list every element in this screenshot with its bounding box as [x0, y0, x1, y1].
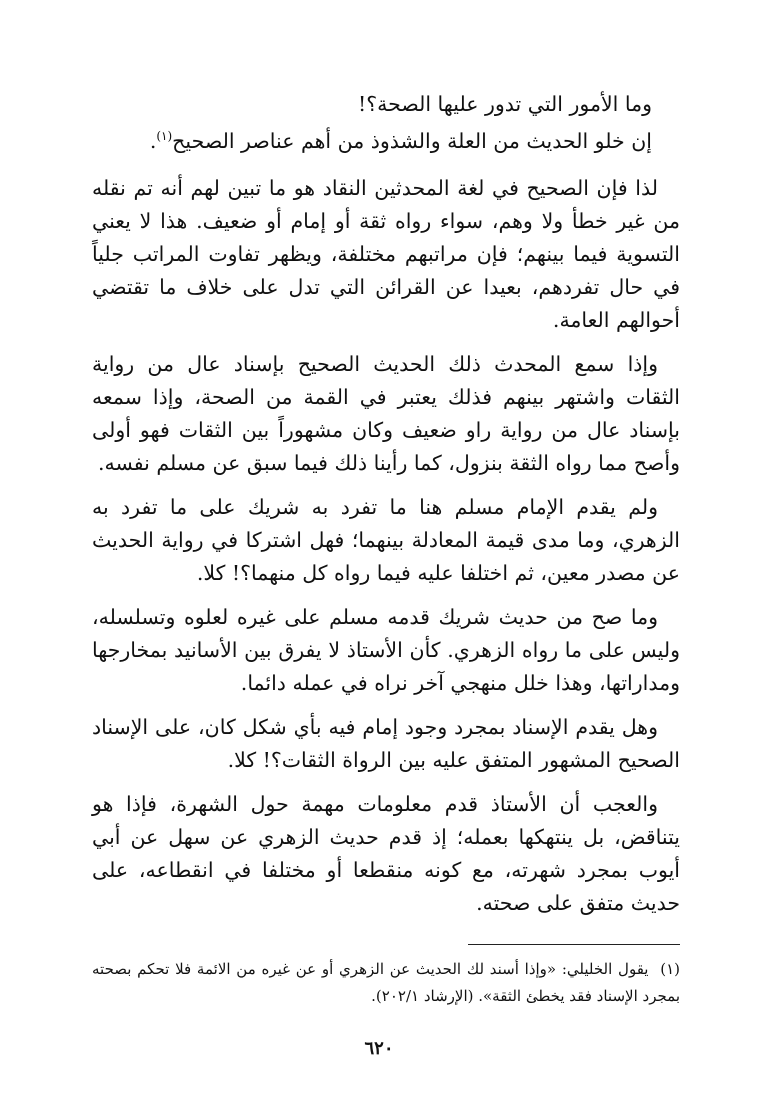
paragraph-answer-period: . — [149, 129, 157, 153]
footnote-divider — [468, 944, 680, 945]
footnote — [92, 956, 680, 1010]
paragraph-answer-text: إن خلو الحديث من العلة والشذوذ من أهم عناصر الصحيح — [172, 129, 652, 153]
paragraph-sharik-zuhri: ولم يقدم الإمام مسلم هنا ما تفرد به شريك على ما تفرد به الزهري، وما مدى قيمة المعادلة بينهما؛ فهل اشتركا في رواية الحديث عن مصدر معين، ثم اختلفا عليه فيما رواه كل منهما؟! كلا. — [92, 495, 680, 585]
paragraph-definition: لذا فإن الصحيح في لغة المحدثين النقاد هو ما تبين لهم أنه تم نقله من غير خطأ ولا وهم، سواء رواه ثقة أو إمام أو ضعيف. هذا لا يعني التسوية فيما بينهم؛ فإن مراتبهم مختلفة، ويظهر تفاوت المراتب جلياً في حال تفردهم، بعيدا عن القرائن التي تدل على خلاف ما تقتضي أحوالهم العامة. — [92, 176, 680, 332]
paragraph-question: وما الأمور التي تدور عليها الصحة؟! — [357, 92, 652, 116]
page-body — [92, 88, 680, 931]
page-number: ٦٢٠ — [364, 1038, 394, 1059]
paragraph-answer — [92, 125, 680, 158]
footnote-number: (١) — [660, 960, 680, 978]
paragraph-high-chain: وإذا سمع المحدث ذلك الحديث الصحيح بإسناد عال من رواية الثقات واشتهر بينهم فذلك يعتبر في القمة من الصحة، وإذا سمعه بإسناد عال من رواية راو ضعيف وكان مشهوراً بين الثقات فهو أولى وأصح مما رواه الثقة بنزول، كما رأينا ذلك فيما سبق عن مسلم نفسه. — [92, 352, 680, 475]
paragraph-sharik-hadith: وما صح من حديث شريك قدمه مسلم على غيره لعلوه وتسلسله، وليس على ما رواه الزهري. كأن الأستاذ لا يفرق بين الأسانيد بمخارجها ومداراتها، وهذا خلل منهجي آخر نراه في عمله دائما. — [92, 605, 680, 695]
footnote-reference[interactable]: (١) — [156, 129, 173, 144]
paragraph-fame: والعجب أن الأستاذ قدم معلومات مهمة حول الشهرة، فإذا هو يتناقض، بل ينتهكها بعمله؛ إذ قدم حديث الزهري عن سهل عن أبي أيوب بمجرد شهرته، مع كونه منقطعا أو مختلفا في انقطاعه، على حديث متفق على صحته. — [92, 792, 680, 915]
footnote-text: يقول الخليلي: «وإذا أسند لك الحديث عن الزهري أو عن غيره من الائمة فلا تحكم بصحته بمجرد الإسناد فقد يخطئ الثقة». (الإرشاد ٢٠٢/١). — [92, 960, 680, 1005]
paragraph-imam-chain: وهل يقدم الإسناد بمجرد وجود إمام فيه بأي شكل كان، على الإسناد الصحيح المشهور المتفق عليه بين الرواة الثقات؟! كلا. — [92, 715, 680, 772]
